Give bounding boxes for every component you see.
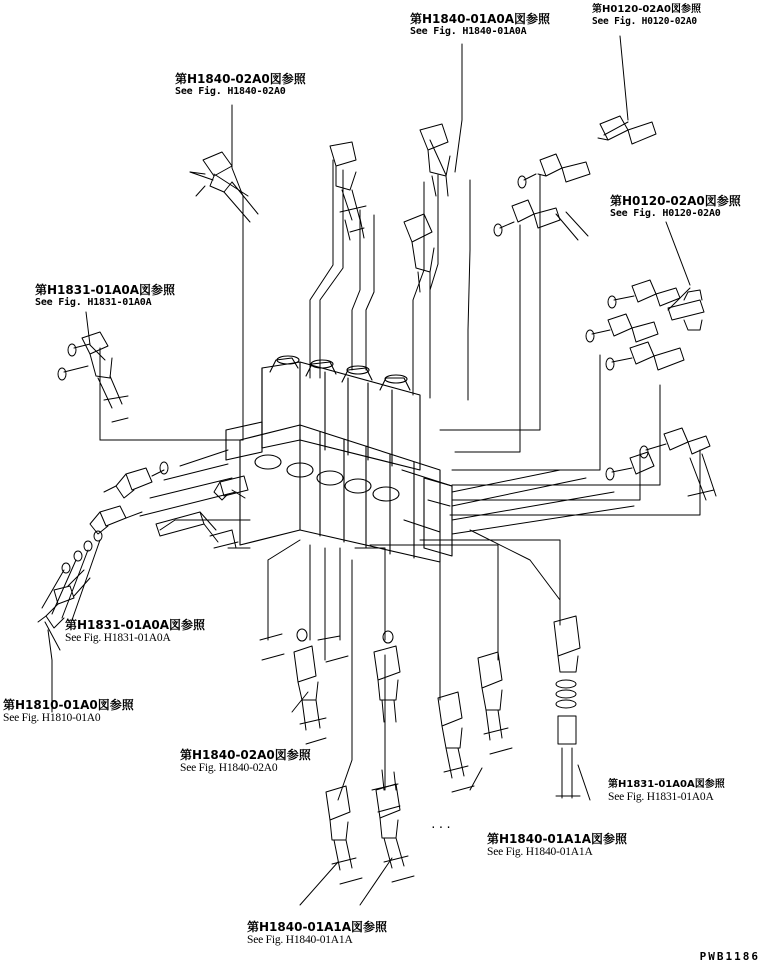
callout-jp-text: 第H1840-02A0図参照 [180,748,311,762]
callout-h1840-01a0a-top [410,12,550,38]
callout-en-text: See Fig. H1840-02A0 [175,86,286,98]
callout-jp-text: 第H0120-02A0図参照 [610,194,741,208]
callout-h1831-01a0a-right [608,779,725,804]
callout-en-text: See Fig. H1831-01A0A [35,297,152,309]
callout-en-text: See Fig. H0120-02A0 [610,208,721,220]
callout-jp-text: 第H1840-01A0A図参照 [410,12,551,26]
callout-en-text: See Fig. H1840-02A0 [180,762,278,775]
callout-h0120-02a0-right [610,194,741,220]
callout-h0120-02a0-top [592,4,701,27]
callout-jp-text: 第H1840-01A1A図参照 [487,832,628,846]
callout-en-text: See Fig. H1840-01A0A [410,26,527,38]
callout-en-text: See Fig. H1840-01A1A [247,934,353,947]
callout-h1831-01a0a-left [35,283,175,309]
callout-en-text: See Fig. H0120-02A0 [592,15,697,27]
callout-en-text: See Fig. H1810-01A0 [3,712,101,725]
callout-en-text: See Fig. H1831-01A0A [65,632,171,645]
callout-jp-text: 第H1810-01A0図参照 [3,698,134,712]
callout-h1840-02a0-bottom [180,748,311,776]
callout-en-text: See Fig. H1840-01A1A [487,846,593,859]
callout-jp-text: 第H0120-02A0図参照 [592,4,701,15]
callout-h1840-01a1a-right [487,832,627,860]
callout-jp-text: 第H1831-01A0A図参照 [65,618,206,632]
callout-jp-text: 第H1840-01A1A図参照 [247,920,388,934]
callout-jp-text: 第H1831-01A0A図参照 [35,283,176,297]
callout-h1810-01a0 [3,698,134,726]
callout-jp-text: 第H1831-01A0A図参照 [608,779,725,790]
callout-h1840-01a1a-bottom [247,920,387,948]
drawing-number: PWB1186 [699,950,760,963]
callout-en-text: See Fig. H1831-01A0A [608,790,714,803]
callout-jp-text: 第H1840-02A0図参照 [175,72,306,86]
callout-h1840-02a0-top [175,72,306,98]
callout-h1831-01a0a-mid [65,618,205,646]
ellipsis-marker: ... [430,818,453,831]
